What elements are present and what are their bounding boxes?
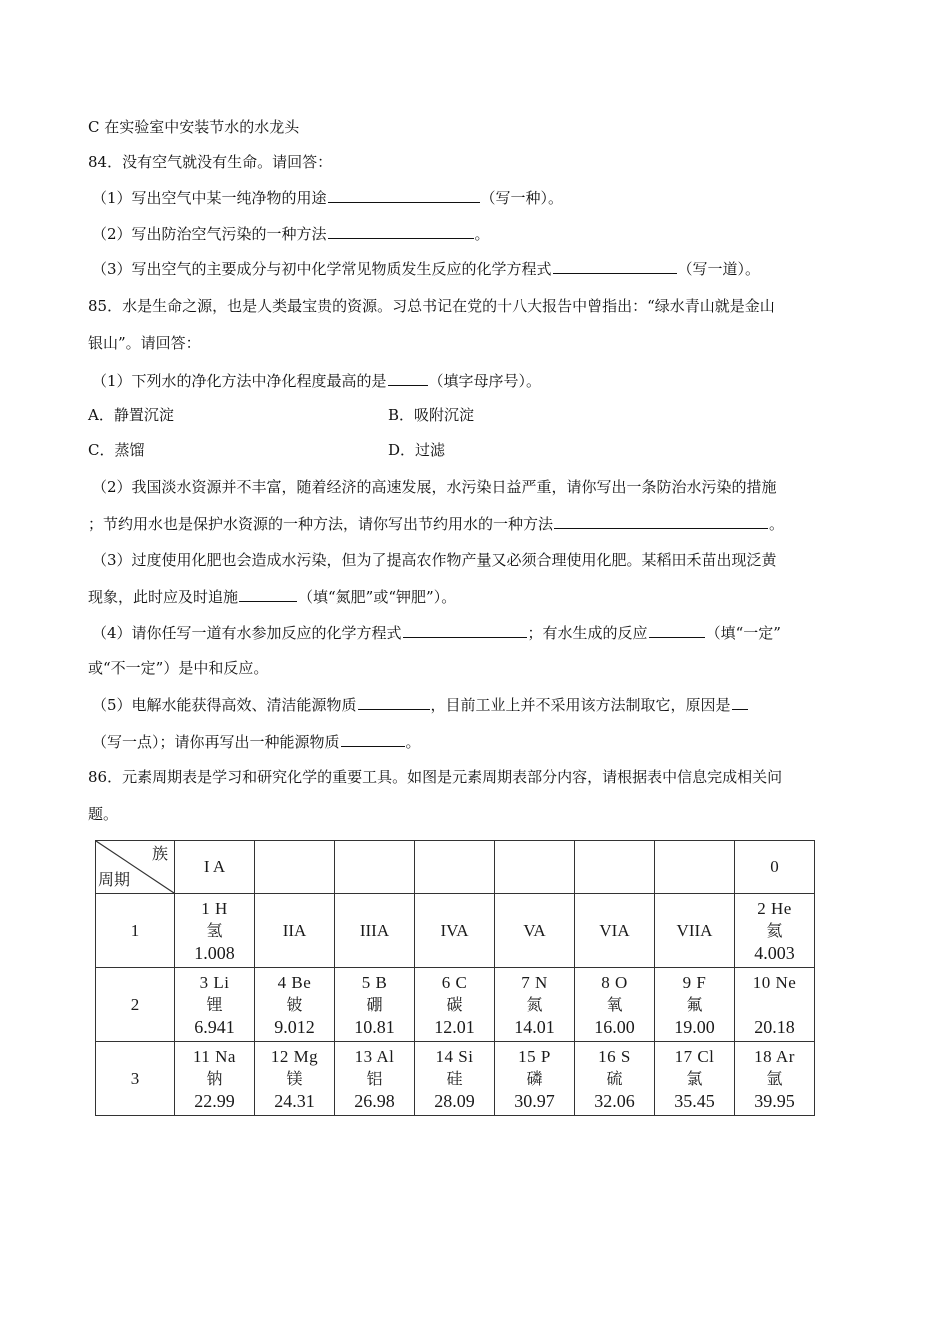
q85-part2-text: ；节约用水也是保护水资源的一种方法，请你写出节约用水的一种方法 (88, 515, 554, 533)
q85-part1 (92, 370, 541, 391)
element-name: 氢 (206, 920, 223, 940)
element-mass: 24.31 (274, 1090, 315, 1111)
header-cell (415, 841, 495, 894)
group-label-cell: IIA (255, 894, 335, 968)
q85-part4-suffix: （填“一定” (705, 624, 781, 642)
element-name: 铍 (286, 994, 303, 1014)
q84-stem: 84．没有空气就没有生命。请回答： (88, 153, 333, 171)
header-cell (495, 841, 575, 894)
element-cell (735, 968, 815, 1042)
element-number-symbol: 17 Cl (674, 1046, 715, 1066)
q85-part4-blank1[interactable] (403, 622, 527, 638)
element-cell (575, 968, 655, 1042)
element-number-symbol: 11 Na (193, 1046, 236, 1066)
q84-part1-suffix: （写一种）。 (480, 189, 564, 207)
corner-cell (96, 841, 175, 894)
q85-part5-line2 (92, 731, 421, 752)
group-label-cell: VIA (575, 894, 655, 968)
periodic-table (95, 840, 815, 1116)
element-mass: 12.01 (434, 1016, 475, 1037)
element-name: 碳 (446, 994, 463, 1014)
element-mass: 20.18 (754, 1016, 795, 1037)
element-mass: 10.81 (354, 1016, 395, 1037)
element-cell-he (735, 894, 815, 968)
element-mass: 39.95 (754, 1090, 795, 1111)
q84-part3-suffix: （写一道）。 (677, 260, 761, 278)
table-row (96, 1042, 815, 1116)
q85-part5-blank1[interactable] (358, 694, 430, 710)
q85-part3-suffix: （填“氮肥”或“钾肥”）。 (298, 588, 457, 606)
q85-option-c[interactable]: C．蒸馏 (88, 441, 145, 459)
element-name: 硫 (606, 1068, 623, 1088)
q84-part3 (92, 258, 760, 279)
header-cell: I A (175, 841, 255, 894)
element-cell (735, 1042, 815, 1116)
header-cell: 0 (735, 841, 815, 894)
element-cell (175, 1042, 255, 1116)
q84-part2-blank[interactable] (328, 223, 474, 239)
element-cell (575, 1042, 655, 1116)
group-label-cell: IVA (415, 894, 495, 968)
element-cell (175, 968, 255, 1042)
element-mass: 26.98 (354, 1090, 395, 1111)
element-number-symbol: 16 S (598, 1046, 631, 1066)
element-mass: 19.00 (674, 1016, 715, 1037)
element-number-symbol: 3 Li (199, 972, 230, 992)
q85-part2-line1: （2）我国淡水资源并不丰富，随着经济的高速发展，水污染日益严重，请你写出一条防治水污染的措施 (92, 478, 777, 496)
q85-part1-blank[interactable] (388, 370, 428, 386)
element-name: 镁 (286, 1068, 303, 1088)
element-mass: 32.06 (594, 1090, 635, 1111)
q84-part2-text: （2）写出防治空气污染的一种方法 (92, 225, 327, 243)
element-name: 氦 (766, 920, 783, 940)
q85-part5-text2: （写一点）；请你再写出一种能源物质 (92, 733, 340, 751)
period-cell: 2 (96, 968, 175, 1042)
element-cell (255, 968, 335, 1042)
element-mass: 30.97 (514, 1090, 555, 1111)
prev-option-c: C 在实验室中安装节水的水龙头 (88, 118, 300, 136)
header-cell (655, 841, 735, 894)
q85-part5-text: （5）电解水能获得高效、清洁能源物质 (92, 696, 357, 714)
q85-part4-blank2[interactable] (649, 622, 705, 638)
table-row (96, 894, 815, 968)
element-number-symbol: 4 Be (277, 972, 312, 992)
element-mass: 35.45 (674, 1090, 715, 1111)
element-number-symbol: 1 H (201, 898, 228, 918)
q85-part4-line2: 或“不一定”）是中和反应。 (88, 659, 269, 677)
element-name: 氧 (606, 994, 623, 1014)
period-label: 周期 (98, 870, 131, 889)
element-name: 锂 (206, 994, 223, 1014)
element-number-symbol: 7 N (521, 972, 548, 992)
q86-stem-line1: 86．元素周期表是学习和研究化学的重要工具。如图是元素周期表部分内容，请根据表中信息完成相关问 (88, 768, 783, 786)
q85-option-a[interactable]: A．静置沉淀 (88, 406, 174, 424)
element-cell (255, 1042, 335, 1116)
q84-part1-blank[interactable] (328, 187, 480, 203)
element-cell (655, 968, 735, 1042)
element-cell (415, 968, 495, 1042)
element-name: 钠 (206, 1068, 223, 1088)
element-number-symbol: 2 He (757, 898, 792, 918)
q85-part3-blank[interactable] (239, 586, 297, 602)
q85-stem-line1: 85．水是生命之源，也是人类最宝贵的资源。习总书记在党的十八大报告中曾指出：“绿水青山就是金山 (88, 297, 775, 315)
q84-part1 (92, 187, 563, 208)
q85-part2-line2 (88, 513, 784, 534)
element-number-symbol: 12 Mg (270, 1046, 319, 1066)
element-mass: 4.003 (754, 942, 795, 963)
element-number-symbol: 9 F (682, 972, 707, 992)
q85-part2-blank[interactable] (554, 513, 768, 529)
element-number-symbol: 6 C (441, 972, 468, 992)
q85-part5-mid: ，目前工业上并不采用该方法制取它，原因是 (430, 696, 731, 714)
header-cell (335, 841, 415, 894)
group-label-cell: VA (495, 894, 575, 968)
q86-stem-line2: 题。 (88, 805, 119, 823)
q85-part3-line2 (88, 586, 456, 607)
element-cell (495, 968, 575, 1042)
q85-stem-line2: 银山”。请回答： (88, 334, 201, 352)
q85-part4-text: （4）请你任写一道有水参加反应的化学方程式 (92, 624, 402, 642)
element-number-symbol: 5 B (361, 972, 388, 992)
element-number-symbol: 18 Ar (754, 1046, 795, 1066)
q85-part2-suffix: 。 (769, 515, 785, 533)
q85-part4-line1 (92, 622, 781, 643)
element-cell (415, 1042, 495, 1116)
table-header-row (96, 841, 815, 894)
element-cell (335, 1042, 415, 1116)
q85-part1-text: （1）下列水的净化方法中净化程度最高的是 (92, 372, 387, 390)
header-cell (255, 841, 335, 894)
group-label-cell: VIIA (655, 894, 735, 968)
q85-part4-mid: ；有水生成的反应 (527, 624, 648, 642)
element-number-symbol: 13 Al (354, 1046, 395, 1066)
element-number-symbol: 14 Si (435, 1046, 474, 1066)
element-cell (495, 1042, 575, 1116)
q85-option-d[interactable]: D．过滤 (388, 441, 446, 459)
element-name: 氟 (686, 994, 703, 1014)
group-label-cell: IIIA (335, 894, 415, 968)
q85-part1-suffix: （填字母序号）。 (428, 372, 542, 390)
q84-part3-text: （3）写出空气的主要成分与初中化学常见物质发生反应的化学方程式 (92, 260, 552, 278)
element-mass: 6.941 (194, 1016, 235, 1037)
element-name: 硅 (446, 1068, 463, 1088)
q84-part1-text: （1）写出空气中某一纯净物的用途 (92, 189, 327, 207)
element-mass: 1.008 (194, 942, 235, 963)
element-mass: 16.00 (594, 1016, 635, 1037)
element-name: 铝 (366, 1068, 383, 1088)
element-cell (335, 968, 415, 1042)
element-mass: 14.01 (514, 1016, 555, 1037)
q85-part5-line1 (92, 694, 749, 715)
element-mass: 9.012 (274, 1016, 315, 1037)
element-name-empty (735, 994, 814, 1016)
q85-part5-blank2[interactable] (732, 694, 748, 710)
period-cell: 1 (96, 894, 175, 968)
q84-part3-blank[interactable] (553, 258, 677, 274)
element-name: 硼 (366, 994, 383, 1014)
q84-part2-suffix: 。 (474, 225, 490, 243)
q85-part5-suffix: 。 (405, 733, 421, 751)
group-label: 族 (151, 844, 168, 863)
element-name: 氯 (686, 1068, 703, 1088)
element-mass: 22.99 (194, 1090, 235, 1111)
q84-part2 (92, 223, 490, 244)
q85-part3-text: 现象，此时应及时追施 (88, 588, 239, 606)
element-name: 磷 (526, 1068, 543, 1088)
element-number-symbol: 10 Ne (752, 972, 797, 992)
element-number-symbol: 15 P (518, 1046, 551, 1066)
element-mass: 28.09 (434, 1090, 475, 1111)
q85-part3-line1: （3）过度使用化肥也会造成水污染，但为了提高农作物产量又必须合理使用化肥。某稻田禾苗出现泛黄 (92, 551, 777, 569)
table-row (96, 968, 815, 1042)
element-name: 氩 (766, 1068, 783, 1088)
element-name: 氮 (526, 994, 543, 1014)
element-number-symbol: 8 O (601, 972, 628, 992)
period-cell: 3 (96, 1042, 175, 1116)
q85-part5-blank3[interactable] (341, 731, 405, 747)
q85-option-b[interactable]: B．吸附沉淀 (388, 406, 475, 424)
element-cell (655, 1042, 735, 1116)
element-cell-h (175, 894, 255, 968)
header-cell (575, 841, 655, 894)
